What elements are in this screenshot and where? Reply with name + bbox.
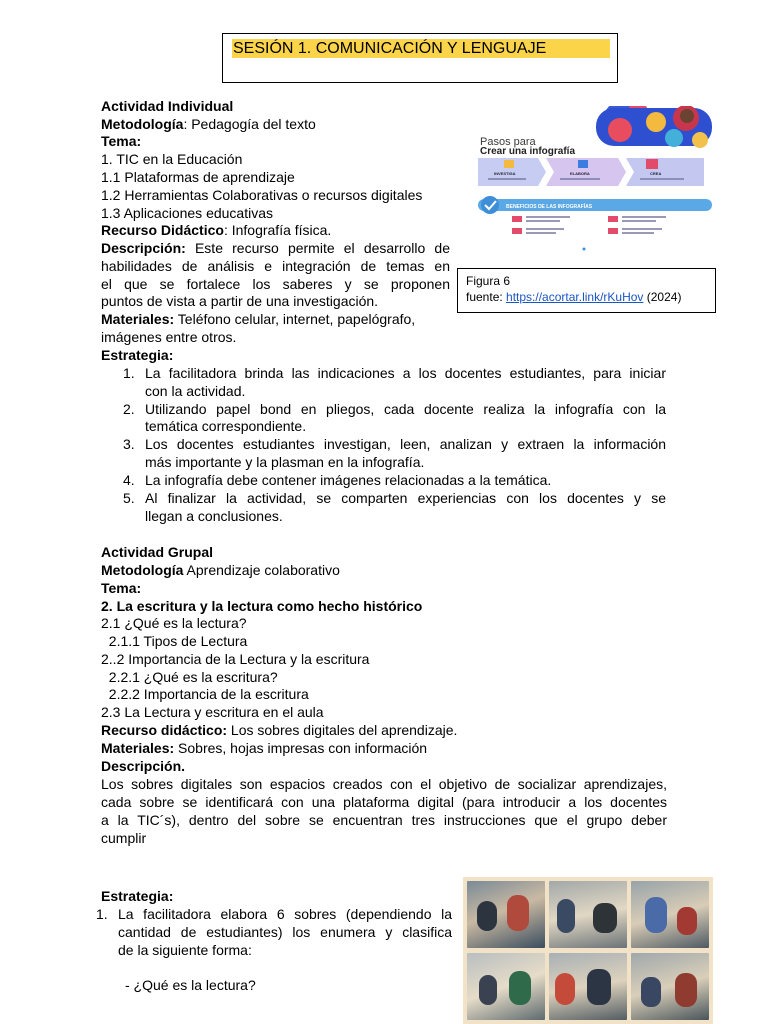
infographic-title-2: Crear una infografía <box>480 146 576 157</box>
individual-recurso: Recurso Didáctico: Infografía física. <box>101 222 332 238</box>
session-title-box <box>222 33 618 83</box>
individual-materiales-cont: imágenes entre otros. <box>101 329 237 345</box>
step-number: 3. <box>123 436 135 452</box>
infographic-step: CREA <box>650 171 662 176</box>
grupal-topic: 2.2.1 ¿Qué es la escritura? <box>101 669 278 685</box>
infographic-step: INVESTIGA <box>494 171 516 176</box>
infographic-step: ELABORA <box>570 171 590 176</box>
step-number: 5. <box>123 490 135 506</box>
grupal-descripcion-line: cumplir <box>101 830 147 846</box>
grupal-step-text: de la siguiente forma: <box>118 942 252 958</box>
step-text: llegan a conclusiones. <box>145 508 283 524</box>
individual-materiales: Materiales: Teléfono celular, internet, papelógrafo, <box>101 311 416 327</box>
grupal-heading: Actividad Grupal <box>101 544 214 560</box>
figure-label: Figura 6 <box>466 274 511 288</box>
figure-source: fuente: https://acortar.link/rKuHov (2024) <box>466 290 682 304</box>
grupal-descripcion-line: cada sobre se identificará con una plataforma digital (para introducir a los docentes <box>101 794 667 810</box>
grupal-topic: 2.2.2 Importancia de la escritura <box>101 686 309 702</box>
grupal-materiales: Materiales: Sobres, hojas impresas con información <box>101 740 428 756</box>
grupal-topic: 2.3 La Lectura y escritura en el aula <box>101 704 324 720</box>
individual-descripcion-line: Descripción: Este recurso permite el desarrollo de <box>101 240 451 256</box>
grupal-topic: 2.1.1 Tipos de Lectura <box>101 633 248 649</box>
step-text: La facilitadora brinda las indicaciones a los docentes estudiantes, para iniciar <box>145 365 666 381</box>
individual-topic: 1.3 Aplicaciones educativas <box>101 205 273 221</box>
session-title: SESIÓN 1. COMUNICACIÓN Y LENGUAJE <box>232 39 610 58</box>
grupal-descripcion-line: Los sobres digitales son espacios creados con el objetivo de socializar aprendizajes, <box>101 776 667 792</box>
grupal-descripcion-label: Descripción. <box>101 758 186 774</box>
grupal-recurso: Recurso didáctico: Los sobres digitales del aprendizaje. <box>101 722 458 738</box>
infographic-title-1: Pasos para <box>480 136 536 148</box>
grupal-topic: 2..2 Importancia de la Lectura y la escritura <box>101 651 370 667</box>
figure-source-link[interactable]: https://acortar.link/rKuHov <box>506 290 644 304</box>
individual-heading: Actividad Individual <box>101 98 234 114</box>
grupal-tema-label: Tema: <box>101 580 142 596</box>
classroom-photo <box>631 953 709 1020</box>
step-text: más importante y la plasman en la infografía. <box>145 454 425 470</box>
classroom-photo <box>631 881 709 948</box>
individual-descripcion-line: puntos de vista a partir de una investigación. <box>101 293 379 309</box>
infographic-graphic <box>460 106 712 258</box>
grupal-topic: 2.1 ¿Qué es la lectura? <box>101 615 247 631</box>
grupal-descripcion-line: a la TIC´s), dentro del sobre se encuentran tres instrucciones que el grupo deber <box>101 812 667 828</box>
step-number: 1. <box>123 365 135 381</box>
step-text: Los docentes estudiantes investigan, leen, analizan y extraen la información <box>145 436 666 452</box>
figure-caption <box>457 268 716 313</box>
step-text: Utilizando papel bond en pliegos, cada docente realiza la infografía con la <box>145 401 666 417</box>
individual-tema-label: Tema: <box>101 133 142 149</box>
individual-metodologia: Metodología: Pedagogía del texto <box>101 116 316 132</box>
grupal-estrategia-label: Estrategia: <box>101 888 174 904</box>
grupal-step-text: La facilitadora elabora 6 sobres (dependiendo la <box>118 906 452 922</box>
grupal-step-number: 1. <box>96 906 108 922</box>
step-text: con la actividad. <box>145 383 246 399</box>
classroom-photo <box>549 953 627 1020</box>
classroom-photo-collage <box>463 877 713 1024</box>
infographic-image <box>460 106 712 258</box>
individual-estrategia-label: Estrategia: <box>101 347 174 363</box>
classroom-photo <box>467 953 545 1020</box>
grupal-step-text: cantidad de estudiantes) los enumera y clasifica <box>118 924 452 940</box>
classroom-photo <box>467 881 545 948</box>
step-text: temática correspondiente. <box>145 418 307 434</box>
individual-topic: 1. TIC en la Educación <box>101 151 243 167</box>
step-number: 4. <box>123 472 135 488</box>
grupal-metodologia: Metodología Aprendizaje colaborativo <box>101 562 340 578</box>
individual-descripcion-line: habilidades de análisis e integración de temas en <box>101 258 450 274</box>
infographic-banner: BENEFICIOS DE LAS INFOGRAFÍAS <box>506 204 593 210</box>
individual-topic: 1.1 Plataformas de aprendizaje <box>101 169 295 185</box>
step-text: La infografía debe contener imágenes relacionadas a la temática. <box>145 472 552 488</box>
individual-topic: 1.2 Herramientas Colaborativas o recursos digitales <box>101 187 423 203</box>
grupal-sub-item: - ¿Qué es la lectura? <box>125 977 256 993</box>
classroom-photo <box>549 881 627 948</box>
individual-descripcion-line: el que se fortalece los saberes y se proponen <box>101 276 450 292</box>
step-number: 2. <box>123 401 135 417</box>
grupal-tema-title: 2. La escritura y la lectura como hecho histórico <box>101 598 423 614</box>
step-text: Al finalizar la actividad, se comparten experiencias con los docentes y se <box>145 490 666 506</box>
